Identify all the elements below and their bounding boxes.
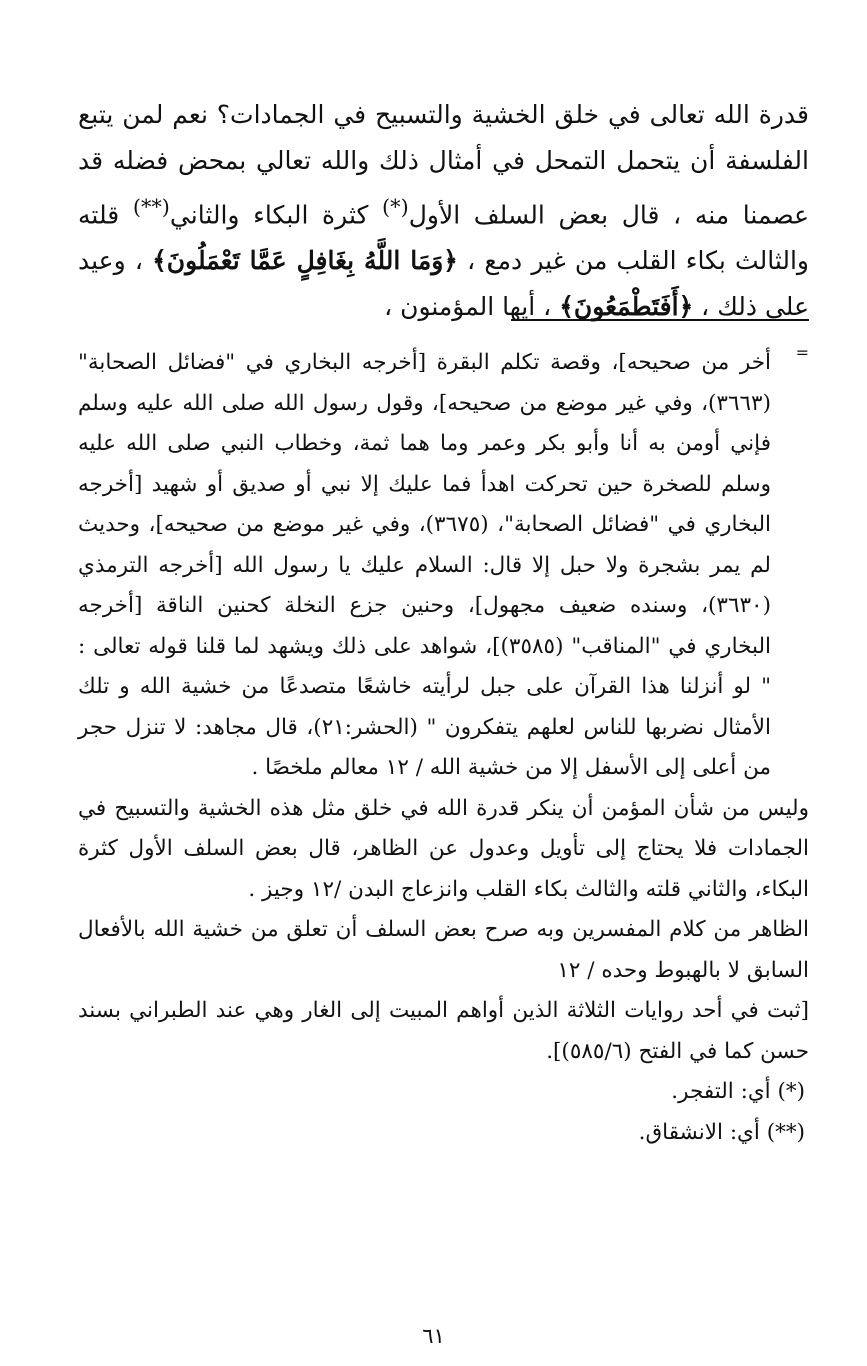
main-paragraph [78,92,809,330]
footnote-paragraph: أخر من صحيحه]، وقصة تكلم البقرة [أخرجه البخاري في "فضائل الصحابة" (٣٦٦٣)، وفي غير موضع من صحيحه]، وقول رسول الله صلى الله عليه وسلم فإني أومن به أنا وأبو بكر وعمر وما هما ثمة، وخطاب النبي صلى الله عليه وسلم للصخرة حين تحركت اهدأ فما عليك إلا نبي أو صديق أو شهيد [أخرجه البخاري في "فضائل الصحابة"، (٣٦٧٥)، وفي غير موضع من صحيحه]، وحديث لم يمر بشجرة ولا حبل إلا قال: السلام عليك يا رسول الله [أخرجه الترمذي (٣٦٣٠)، وسنده ضعيف مجهول]، وحنين جزع النخلة كحنين الناقة [أخرجه البخاري في "المناقب" (٣٥٨٥)]، شواهد على ذلك ويشهد لما قلنا قوله تعالى : " لو أنزلنا هذا القرآن على جبل لرأيته خاشعًا متصدعًا من خشية الله و تلك الأمثال نضربها للناس لعلهم يتفكرون " (الحشر:٢١)، قال مجاهد: لا تنزل حجر من أعلى إلى الأسفل إلا من خشية الله / ١٢ معالم ملخصًا . [78,350,772,780]
footnote-text: أي: التفجر. [671,1079,771,1104]
quran-verse: ﴿أَفَتَطْمَعُونَ﴾ [559,292,694,322]
continuation-marker: = [795,343,809,362]
footnote-item [78,1072,809,1113]
footnote-paragraph: الظاهر من كلام المفسرين وبه صرح بعض السلف أن تعلق من خشية الله بالأفعال السابق لا بالهبوط وحده / ١٢ [78,917,809,983]
footnote-item [78,1113,809,1154]
footnote-text: أي: الانشقاق. [638,1119,760,1145]
footnote-ref-1: (*) [382,195,409,219]
quran-verse: ﴿وَمَا اللَّهُ بِغَافِلٍ عَمَّا تَعْمَلُونَ﴾ [152,246,458,276]
main-text-segment: كثرة البكاء والثاني [169,200,383,230]
footnote-ref-2: (**) [132,195,170,219]
footnote-continuation [78,343,809,789]
main-text-segment: ، أيها المؤمنون ، [384,292,560,322]
footnote-marker: (**) [766,1119,805,1145]
short-footnotes [78,1072,809,1153]
footnote-paragraph: [ثبت في أحد روايات الثلاثة الذين أواهم المبيت إلى الغار وهي عند الطبراني بسند حسن كما في الفتح (٥٨٥/٦)]. [78,998,809,1064]
main-text-segment: قلته والثالث بكاء القلب من غير دمع ، [78,200,809,276]
main-text-segment: ، وعيد على ذلك ، [78,246,809,322]
footnote-marker: (*) [777,1079,805,1104]
page-number: ٦١ [422,1324,445,1348]
footnotes [78,343,809,1153]
main-text-segment: قدرة الله تعالى في خلق الخشية والتسبيح في الجمادات؟ نعم لمن يتبع الفلسفة أن يتحمل التمحل في أمثال ذلك والله تعالي بمحض فضله قد عصمنا منه ، قال بعض السلف الأول [78,100,810,230]
main-text [78,92,809,330]
footnote-paragraph: وليس من شأن المؤمن أن ينكر قدرة الله في خلق مثل هذه الخشية والتسبيح في الجمادات فلا يحتاج إلى تأويل وعدول عن الظاهر، قال بعض السلف الأول كثرة البكاء، والثاني قلته والثالث بكاء القلب وانزعاج البدن /١٢ وجيز . [78,795,809,902]
footnote-separator [511,319,809,321]
